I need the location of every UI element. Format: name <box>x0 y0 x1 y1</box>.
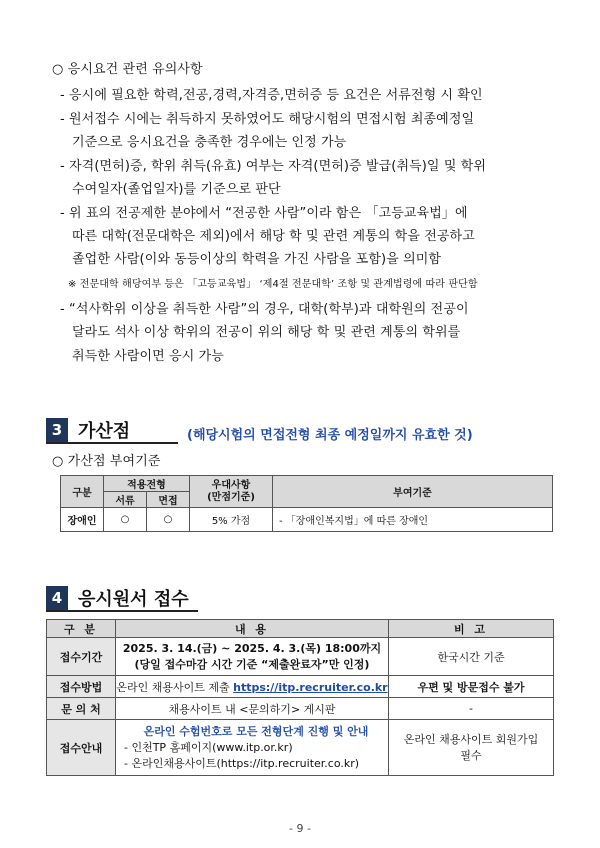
app-inquiry-content: 채용사이트 내 <문의하기> 게시판 <box>116 698 389 720</box>
req-note: ※ 전문대학 해당여부 등은 「고등교육법」 ‘제4절 전문대학’ 조항 및 관계법령에 따라 판단함 <box>68 279 478 290</box>
app-th-note: 비 고 <box>389 620 554 638</box>
app-guide-label: 접수안내 <box>47 720 116 776</box>
bonus-row-type: 장애인 <box>61 508 104 532</box>
app-guide-line2: - 인천TP 홈페이지(www.itp.or.kr) <box>124 740 293 754</box>
section-3-rule <box>46 442 178 444</box>
bonus-table <box>60 475 553 532</box>
req-line-7: 따른 대학(전문대학은 제외)에서 해당 학 및 관련 계통의 학을 전공하고 <box>72 229 475 244</box>
app-th-content: 내 용 <box>116 620 389 638</box>
section-3-number-badge: 3 <box>46 418 68 442</box>
section-4-number-badge: 4 <box>46 586 68 610</box>
app-inquiry-note: - <box>389 698 554 720</box>
app-method-note: 우편 및 방문접수 불가 <box>389 676 554 698</box>
app-guide-note: 온라인 채용사이트 회원가입 필수 <box>389 720 554 776</box>
app-guide-content <box>116 720 389 776</box>
requirements-heading: ○ 응시요건 관련 유의사항 <box>52 62 203 77</box>
req-line-1: - 응시에 필요한 학력,전공,경력,자격증,면허증 등 요건은 서류전형 시 확인 <box>60 88 483 103</box>
bonus-row-bonus: 5% 가점 <box>190 508 273 532</box>
bonus-th-apply: 적용전형 <box>104 476 190 492</box>
req-line-2: - 원서접수 시에는 취득하지 못하였어도 해당시험의 면접시험 최종예정일 <box>60 112 475 127</box>
application-table <box>46 619 554 776</box>
bonus-th-doc: 서류 <box>104 492 147 508</box>
bonus-th-type: 구분 <box>61 476 104 508</box>
app-period-note: 한국시간 기준 <box>389 638 554 676</box>
bonus-th-bonus: 우대사항 (만점기준) <box>190 476 273 508</box>
req-line-11: 취득한 사람이면 응시 가능 <box>72 349 224 364</box>
req-line-8: 졸업한 사람(이와 동등이상의 학력을 가진 사람을 포함)을 의미함 <box>72 252 442 267</box>
section-4-title: 응시원서 접수 <box>78 589 189 610</box>
app-period-line2: (당일 접수마감 시간 기준 “제출완료자”만 인정) <box>134 657 370 671</box>
req-line-9: - “석사학위 이상을 취득한 사람”의 경우, 대학(학부)과 대학원의 전공이 <box>60 302 469 317</box>
bonus-row-interview: ○ <box>147 508 190 532</box>
app-guide-line3: - 온라인채용사이트(https://itp.recruiter.co.kr) <box>124 756 360 770</box>
bonus-row-doc: ○ <box>104 508 147 532</box>
bonus-row-criteria: - 「장애인복지법」에 따른 장애인 <box>273 508 553 532</box>
app-guide-line1: 온라인 수험번호로 모든 전형단계 진행 및 안내 <box>143 724 369 738</box>
app-method-content <box>116 676 389 698</box>
section-3-title: 가산점 <box>78 421 131 442</box>
recruit-site-link[interactable]: https://itp.recruiter.co.kr <box>233 680 388 694</box>
req-line-6: - 위 표의 전공제한 분야에서 “전공한 사람”이라 함은 「고등교육법」에 <box>60 206 468 221</box>
app-period-content <box>116 638 389 676</box>
section-4-rule <box>46 610 198 612</box>
req-line-10: 달라도 석사 이상 학위의 전공이 위의 해당 학 및 관련 계통의 학위를 <box>72 325 461 340</box>
app-method-label: 접수방법 <box>47 676 116 698</box>
app-th-category: 구 분 <box>47 620 116 638</box>
page-number: - 9 - <box>289 822 311 835</box>
app-method-text: 온라인 채용사이트 제출 <box>116 680 234 694</box>
bonus-th-criteria: 부여기준 <box>273 476 553 508</box>
app-inquiry-label: 문 의 처 <box>47 698 116 720</box>
app-period-line1: 2025. 3. 14.(금) ~ 2025. 4. 3.(목) 18:00까지 <box>122 641 382 655</box>
app-period-label: 접수기간 <box>47 638 116 676</box>
req-line-5: 수여일자(졸업일자)를 기준으로 판단 <box>72 182 281 197</box>
bonus-criteria-heading: ○ 가산점 부여기준 <box>52 454 161 469</box>
bonus-th-interview: 면접 <box>147 492 190 508</box>
req-line-4: - 자격(면허)증, 학위 취득(유효) 여부는 자격(면허)증 발급(취득)일 및 학위 <box>60 159 487 174</box>
section-3-subtitle: (해당시험의 면접전형 최종 예정일까지 유효한 것) <box>187 428 473 443</box>
req-line-3: 기준으로 응시요건을 충족한 경우에는 인정 가능 <box>72 135 347 150</box>
